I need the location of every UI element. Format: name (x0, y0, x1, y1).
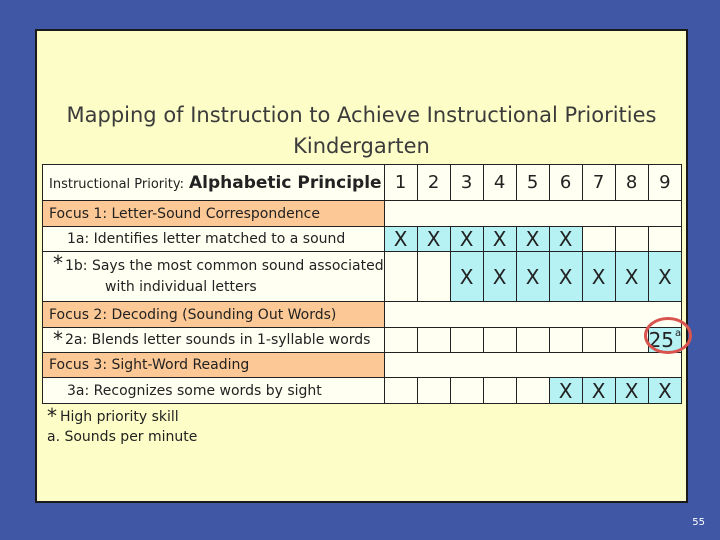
priority-label: Instructional Priority: (49, 176, 184, 192)
priority-header-cell (43, 165, 385, 201)
skill-label: 3a: Recognizes some words by sight (43, 378, 385, 404)
grid-cell (582, 227, 615, 252)
column-header: 9 (648, 165, 682, 201)
column-header: 8 (615, 165, 648, 201)
highlight-circle (644, 317, 692, 354)
grid-cell (450, 378, 483, 404)
high-priority-star: * (53, 251, 63, 275)
focus-row (43, 302, 682, 328)
grid-cell: X (417, 227, 450, 252)
title-line-2: Kindergarten (293, 134, 430, 158)
grid-cell: X (549, 252, 582, 302)
blend-rate-value: 25 (648, 328, 675, 352)
priority-value: Alphabetic Principle (189, 172, 382, 193)
focus-label: Focus 2: Decoding (Sounding Out Words) (43, 302, 385, 328)
skill-label-line-1: 1b: Says the most common sound associated (65, 257, 384, 274)
footnote-a: a. Sounds per minute (47, 429, 198, 445)
skill-row-1b (43, 252, 682, 302)
grid-cell (516, 378, 549, 404)
grid-cell: X (582, 252, 615, 302)
focus-label: Focus 1: Letter-Sound Correspondence (43, 201, 385, 227)
column-header: 7 (582, 165, 615, 201)
grid-cell: X (483, 252, 516, 302)
column-header: 6 (549, 165, 582, 201)
grid-cell (384, 328, 417, 353)
skill-label-line-2: with individual letters (105, 278, 257, 295)
grid-cell: X (615, 252, 648, 302)
column-header: 2 (417, 165, 450, 201)
grid-cell: X (450, 227, 483, 252)
footnote-marker-a: a (675, 328, 682, 339)
focus-empty-cell (384, 302, 682, 328)
grid-cell (417, 328, 450, 353)
skill-row-2a (43, 328, 682, 353)
grid-cell (483, 328, 516, 353)
high-priority-star: * (53, 327, 63, 351)
grid-cell (648, 227, 682, 252)
grid-cell (483, 378, 516, 404)
grid-cell (417, 252, 450, 302)
grid-cell (582, 328, 615, 353)
column-header: 3 (450, 165, 483, 201)
footnote-star-symbol: * (47, 404, 57, 428)
title-line-1: Mapping of Instruction to Achieve Instructional Priorities (66, 103, 657, 127)
grid-cell: X (549, 227, 582, 252)
grid-cell (516, 328, 549, 353)
skill-label: 1a: Identifies letter matched to a sound (43, 227, 385, 252)
skill-label (43, 328, 385, 353)
grid-cell (417, 378, 450, 404)
skill-row-3a (43, 378, 682, 404)
footnote-star (47, 404, 179, 428)
header-row (43, 165, 682, 201)
grid-cell: X (384, 227, 417, 252)
column-header: 1 (384, 165, 417, 201)
grid-cell: X (582, 378, 615, 404)
grid-cell: X (549, 378, 582, 404)
column-header: 4 (483, 165, 516, 201)
skill-row-1a (43, 227, 682, 252)
grid-cell: X (648, 378, 682, 404)
grid-cell (450, 328, 483, 353)
page-number: 55 (692, 517, 705, 528)
grid-cell: X (450, 252, 483, 302)
grid-cell (384, 252, 417, 302)
grid-cell: X (516, 227, 549, 252)
skill-label (43, 252, 385, 302)
grid-cell: X (615, 378, 648, 404)
grid-cell: X (483, 227, 516, 252)
grid-cell (615, 227, 648, 252)
grid-cell (549, 328, 582, 353)
focus-empty-cell (384, 201, 682, 227)
slide (35, 29, 688, 503)
skill-label-text: 2a: Blends letter sounds in 1-syllable words (65, 332, 371, 348)
focus-empty-cell (384, 353, 682, 378)
grid-cell: X (648, 252, 682, 302)
grid-cell (615, 328, 648, 353)
instruction-map-table (42, 164, 682, 404)
grid-cell: X (516, 252, 549, 302)
column-header: 5 (516, 165, 549, 201)
focus-row (43, 353, 682, 378)
grid-cell (384, 378, 417, 404)
focus-label: Focus 3: Sight-Word Reading (43, 353, 385, 378)
footnote-star-text: High priority skill (60, 409, 179, 425)
focus-row (43, 201, 682, 227)
